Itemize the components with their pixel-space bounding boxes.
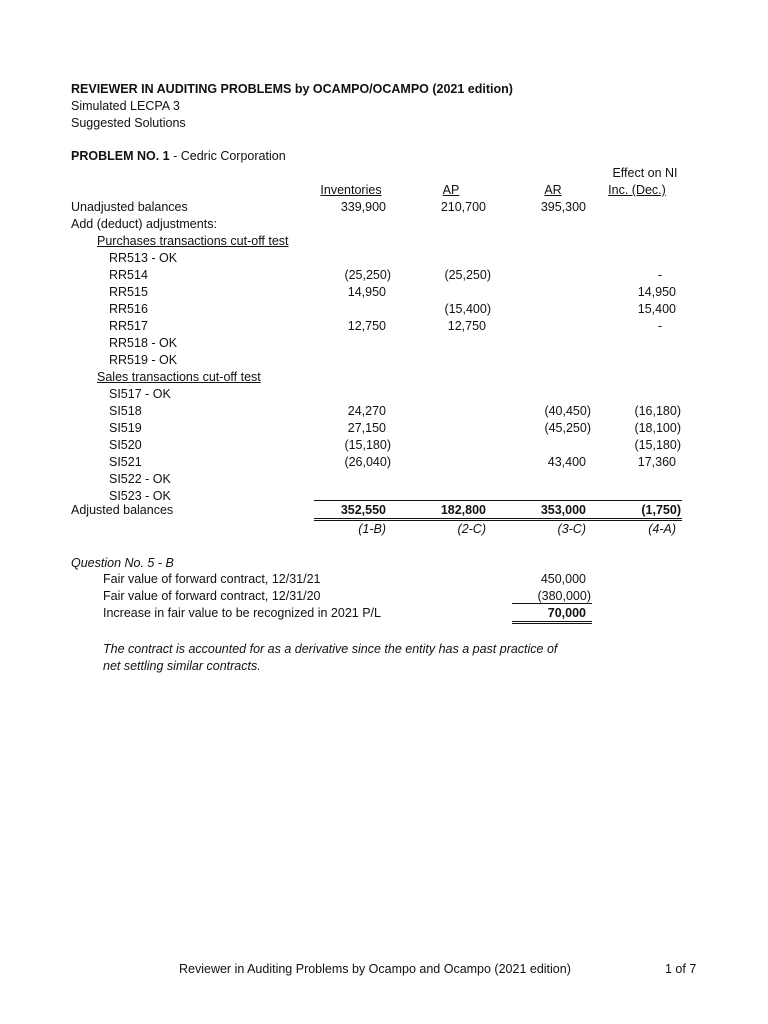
sales-row-ar: (40,450): [544, 404, 591, 418]
answer-ap: (2-C): [457, 522, 486, 536]
problem-company: - Cedric Corporation: [169, 149, 286, 163]
document-subtitle: Simulated LECPA 3: [71, 99, 180, 113]
col-header-ni: Inc. (Dec.): [608, 183, 666, 197]
adjusted-ap: 182,800: [440, 503, 486, 517]
question5-row-value: 450,000: [540, 572, 586, 586]
purchase-row-ap: 12,750: [447, 319, 486, 333]
total-rule: [314, 500, 682, 501]
question5-note-line2: net settling similar contracts.: [103, 659, 261, 673]
question5-row-label: Increase in fair value to be recognized in 2021 P/L: [103, 606, 381, 620]
adjusted-inv: 352,550: [340, 503, 386, 517]
footer-text: Reviewer in Auditing Problems by Ocampo and Ocampo (2021 edition): [179, 962, 571, 976]
question5-double-rule-bottom: [512, 623, 592, 624]
purchase-row-label: RR516: [109, 302, 148, 316]
col-header-inventories: Inventories: [320, 183, 382, 197]
question5-double-rule-top: [512, 621, 592, 622]
sales-row-label: SI517 - OK: [109, 387, 171, 401]
purchases-heading: Purchases transactions cut-off test: [97, 234, 289, 248]
double-rule-top: [314, 518, 682, 519]
purchase-row-inv: 12,750: [347, 319, 386, 333]
document-subtitle-2: Suggested Solutions: [71, 116, 186, 130]
question5-row-label: Fair value of forward contract, 12/31/20: [103, 589, 321, 603]
double-rule-bottom: [314, 520, 682, 521]
sales-row-label: SI518: [109, 404, 142, 418]
question5-heading: Question No. 5 - B: [71, 556, 174, 570]
sales-row-label: SI519: [109, 421, 142, 435]
adjusted-ni: (1,750): [641, 503, 681, 517]
question5-row-label: Fair value of forward contract, 12/31/21: [103, 572, 321, 586]
question5-total-rule: [512, 603, 592, 604]
sales-row-ni: (16,180): [634, 404, 681, 418]
purchase-row-ap: (15,400): [444, 302, 491, 316]
adjusted-ar: 353,000: [540, 503, 586, 517]
purchase-row-label: RR519 - OK: [109, 353, 178, 367]
answer-ni: (4-A): [648, 522, 676, 536]
purchase-row-ni: 15,400: [637, 302, 676, 316]
answer-inv: (1-B): [358, 522, 386, 536]
purchase-row-ni: 14,950: [637, 285, 676, 299]
question5-row-value: (380,000): [537, 589, 591, 603]
sales-row-inv: (15,180): [344, 438, 391, 452]
answer-ar: (3-C): [557, 522, 586, 536]
adjusted-label: Adjusted balances: [71, 503, 174, 517]
sales-row-inv: 27,150: [347, 421, 386, 435]
adjustments-label: Add (deduct) adjustments:: [71, 217, 217, 231]
unadjusted-label: Unadjusted balances: [71, 200, 188, 214]
col-header-ar: AR: [544, 183, 562, 197]
purchase-row-ap: (25,250): [444, 268, 491, 282]
sales-row-label: SI520: [109, 438, 142, 452]
sales-row-inv: (26,040): [344, 455, 391, 469]
document-title: REVIEWER IN AUDITING PROBLEMS by OCAMPO/OCAMPO (2021 edition): [71, 82, 513, 96]
purchase-row-label: RR517: [109, 319, 148, 333]
sales-row-ar: (45,250): [544, 421, 591, 435]
purchase-row-inv: 14,950: [347, 285, 386, 299]
purchase-row-label: RR518 - OK: [109, 336, 178, 350]
col-header-ap: AP: [442, 183, 460, 197]
sales-row-label: SI521: [109, 455, 142, 469]
sales-heading: Sales transactions cut-off test: [97, 370, 261, 384]
purchase-row-inv: (25,250): [344, 268, 391, 282]
purchase-row-label: RR513 - OK: [109, 251, 178, 265]
unadjusted-ap: 210,700: [440, 200, 486, 214]
sales-row-ar: 43,400: [547, 455, 586, 469]
purchase-row-label: RR515: [109, 285, 148, 299]
problem-label: PROBLEM NO. 1: [71, 149, 170, 163]
sales-row-ni: 17,360: [637, 455, 676, 469]
question5-note-line1: The contract is accounted for as a derivative since the entity has a past practice of: [103, 642, 558, 656]
sales-row-inv: 24,270: [347, 404, 386, 418]
sales-row-ni: (15,180): [634, 438, 681, 452]
effect-header-line1: Effect on NI: [612, 166, 678, 180]
sales-row-ni: (18,100): [634, 421, 681, 435]
purchase-row-ni: -: [657, 319, 662, 333]
purchase-row-ni: -: [657, 268, 662, 282]
unadjusted-inv: 339,900: [340, 200, 386, 214]
sales-row-label: SI523 - OK: [109, 489, 171, 503]
unadjusted-ar: 395,300: [540, 200, 586, 214]
sales-row-label: SI522 - OK: [109, 472, 171, 486]
problem-heading: [71, 149, 286, 164]
purchase-row-label: RR514: [109, 268, 148, 282]
question5-row-value: 70,000: [547, 606, 586, 620]
page-number: 1 of 7: [665, 962, 697, 976]
